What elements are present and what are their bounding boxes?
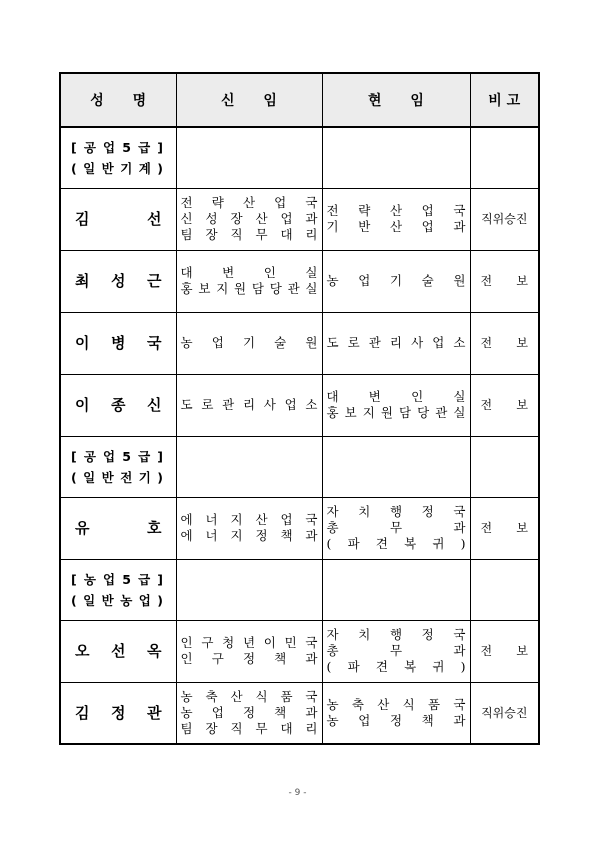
person-name-cell: [60, 188, 176, 250]
person-name: 이 병 국: [75, 334, 162, 352]
person-name-cell: [60, 497, 176, 559]
person-row: [60, 374, 539, 436]
remark-cell: [470, 188, 539, 250]
new-post-line: 대 변 인 실: [180, 265, 318, 280]
new-post-line: 도 로 관 리 사 업 소: [180, 397, 318, 412]
current-post-line: 자 치 행 정 국: [326, 627, 466, 642]
remark-text: 전 보: [480, 336, 528, 350]
header-remark: [470, 73, 539, 127]
empty-cell: [470, 127, 539, 188]
empty-cell: [470, 559, 539, 620]
empty-cell: [322, 559, 470, 620]
current-post-cell: [322, 312, 470, 374]
current-post-line: ( 파 견 복 귀 ): [326, 536, 466, 551]
group-header-row: [60, 559, 539, 620]
new-post-line: 인 구 정 책 과: [180, 651, 318, 666]
remark-cell: [470, 620, 539, 682]
empty-cell: [470, 436, 539, 497]
empty-cell: [176, 127, 322, 188]
remark-cell: [470, 497, 539, 559]
empty-cell: [322, 127, 470, 188]
group-label-line: ( 일 반 전 기 ): [71, 467, 163, 488]
header-current-post: [322, 73, 470, 127]
current-post-line: 총 무 과: [326, 643, 466, 658]
current-post-line: 농 업 기 술 원: [326, 273, 466, 288]
person-name: 유 호: [75, 519, 162, 537]
header-new-post: [176, 73, 322, 127]
remark-text: 직위승진: [481, 212, 528, 226]
table-header-row: [60, 73, 539, 127]
remark-text: 직위승진: [481, 705, 528, 720]
current-post-line: 총 무 과: [326, 520, 466, 535]
person-name-cell: [60, 312, 176, 374]
new-post-line: 농 업 정 책 과: [180, 704, 318, 720]
current-post-line: 농 축 산 식 품 국: [326, 696, 466, 712]
header-remark-text: 비 고: [488, 93, 521, 109]
group-label-line: [ 공 업 5 급 ]: [71, 137, 163, 158]
person-row: [60, 682, 539, 744]
group-header-row: [60, 436, 539, 497]
new-post-line: 농 축 산 식 품 국: [180, 688, 318, 704]
person-row: [60, 188, 539, 250]
group-label-cell: [60, 127, 176, 188]
group-label-cell: [60, 559, 176, 620]
person-name-cell: [60, 250, 176, 312]
group-label-line: [ 농 업 5 급 ]: [71, 569, 163, 590]
new-post-line: 에 너 지 정 책 과: [180, 528, 318, 543]
current-post-cell: [322, 250, 470, 312]
remark-cell: [470, 312, 539, 374]
person-row: [60, 497, 539, 559]
new-post-line: 팀 장 직 무 대 리: [180, 227, 318, 242]
new-post-line: 에 너 지 산 업 국: [180, 512, 318, 527]
remark-text: 전 보: [480, 521, 528, 535]
new-post-cell: [176, 497, 322, 559]
remark-cell: [470, 682, 539, 744]
remark-text: 전 보: [480, 274, 528, 288]
new-post-cell: [176, 312, 322, 374]
remark-text: 전 보: [480, 398, 528, 412]
group-label-cell: [60, 436, 176, 497]
remark-cell: [470, 374, 539, 436]
person-name: 최 성 근: [75, 272, 162, 290]
group-label-line: ( 일 반 기 계 ): [71, 158, 163, 179]
personnel-table: [59, 72, 540, 745]
new-post-line: 팀 장 직 무 대 리: [180, 720, 318, 736]
group-header-row: [60, 127, 539, 188]
person-name: 김 선: [75, 210, 162, 228]
new-post-line: 홍 보 지 원 담 당 관 실: [180, 281, 318, 296]
person-name-cell: [60, 620, 176, 682]
new-post-cell: [176, 188, 322, 250]
person-name-cell: [60, 374, 176, 436]
current-post-line: 대 변 인 실: [326, 389, 466, 404]
person-name-cell: [60, 682, 176, 744]
header-name-text: 성 명: [90, 93, 147, 109]
page-number: - 9 -: [288, 788, 307, 798]
remark-cell: [470, 250, 539, 312]
header-new-post-text: 신 임: [221, 93, 277, 109]
current-post-line: 도 로 관 리 사 업 소: [326, 335, 466, 350]
person-row: [60, 312, 539, 374]
empty-cell: [176, 559, 322, 620]
new-post-line: 전 략 산 업 국: [180, 195, 318, 210]
person-row: [60, 250, 539, 312]
current-post-line: 자 치 행 정 국: [326, 504, 466, 519]
current-post-line: 농 업 정 책 과: [326, 712, 466, 728]
person-row: [60, 620, 539, 682]
new-post-cell: [176, 374, 322, 436]
person-name: 김 정 관: [75, 703, 162, 722]
empty-cell: [176, 436, 322, 497]
current-post-line: 전 략 산 업 국: [326, 203, 466, 218]
current-post-cell: [322, 682, 470, 744]
person-name: 오 선 옥: [75, 642, 162, 660]
new-post-cell: [176, 620, 322, 682]
group-label-line: [ 공 업 5 급 ]: [71, 446, 163, 467]
current-post-line: ( 파 견 복 귀 ): [326, 659, 466, 674]
header-current-post-text: 현 임: [368, 93, 424, 109]
new-post-line: 인 구 청 년 이 민 국: [180, 635, 318, 650]
new-post-line: 신 성 장 산 업 과: [180, 211, 318, 226]
new-post-line: 농 업 기 술 원: [180, 335, 318, 350]
current-post-line: 기 반 산 업 과: [326, 219, 466, 234]
empty-cell: [322, 436, 470, 497]
table-body: [60, 127, 539, 744]
current-post-cell: [322, 620, 470, 682]
current-post-line: 홍 보 지 원 담 당 관 실: [326, 405, 466, 420]
person-name: 이 종 신: [75, 396, 162, 414]
new-post-cell: [176, 682, 322, 744]
current-post-cell: [322, 188, 470, 250]
current-post-cell: [322, 374, 470, 436]
header-name: [60, 73, 176, 127]
group-label-line: ( 일 반 농 업 ): [71, 590, 163, 611]
current-post-cell: [322, 497, 470, 559]
remark-text: 전 보: [480, 644, 528, 658]
new-post-cell: [176, 250, 322, 312]
